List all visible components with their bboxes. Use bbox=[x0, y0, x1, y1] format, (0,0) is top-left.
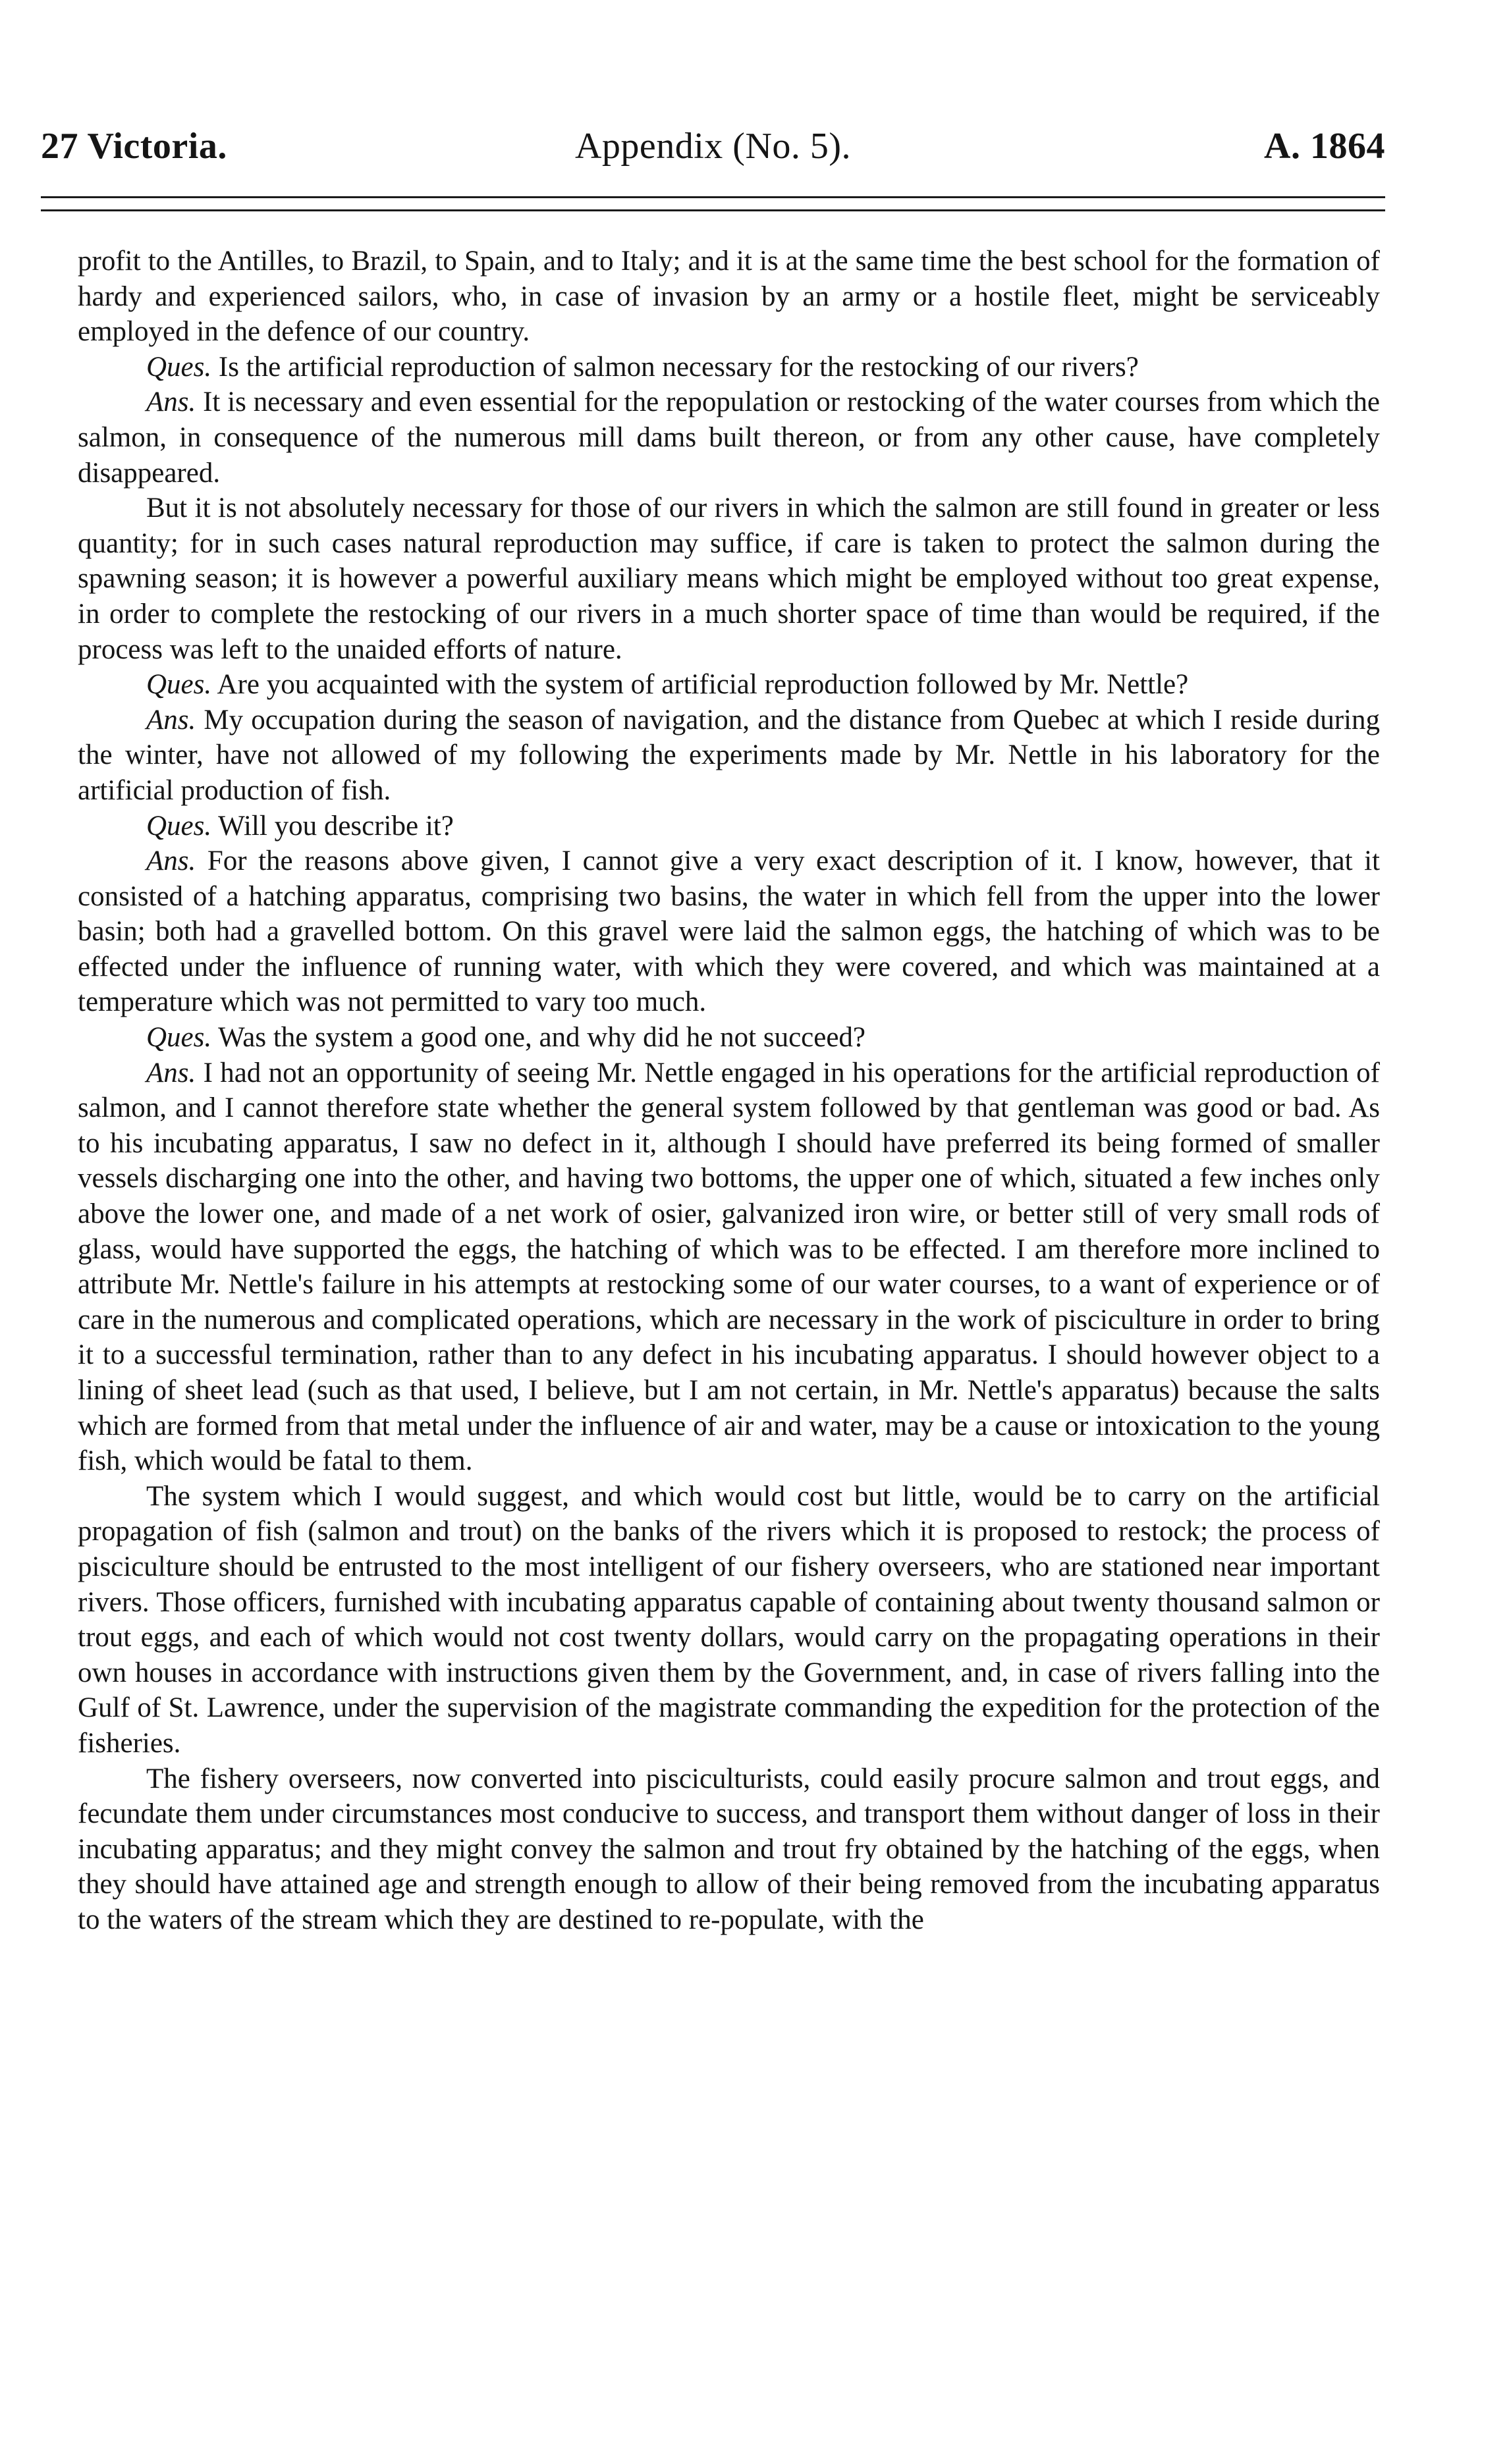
paragraph-text: profit to the Antilles, to Brazil, to Spain, and to Italy; and it is at the same time the best school for the formation of hardy and experienced sailors, who, in case of invasion by an army or a hostile fleet, might be serviceably employed in the defence of our country. bbox=[78, 246, 1380, 348]
answer bbox=[78, 703, 1380, 809]
question-label: Ques. bbox=[146, 1022, 212, 1054]
answer-label: Ans. bbox=[146, 387, 196, 418]
question-text: Was the system a good one, and why did he not succeed? bbox=[218, 1022, 865, 1054]
question bbox=[78, 1020, 1380, 1056]
answer-text: For the reasons above given, I cannot give a very exact description of it. I know, however, that it consisted of a hatching apparatus, comprising two basins, the water in which fell from the upper into the lower basin; both had a gravelled bottom. On this gravel were laid the salmon eggs, the hatching of which was to be effected under the influence of running water, with which they were covered, and which was maintained at a temperature which was not permitted to vary too much. bbox=[78, 845, 1380, 1018]
question-text: Are you acquainted with the system of artificial reproduction followed by Mr. Nettle? bbox=[217, 669, 1189, 701]
answer-text: My occupation during the season of navigation, and the distance from Quebec at which I reside during the winter, have not allowed of my following the experiments made by Mr. Nettle in his laboratory for the artificial production of fish. bbox=[78, 704, 1381, 806]
question-text: Will you describe it? bbox=[218, 810, 454, 842]
header-rule-bottom bbox=[41, 209, 1385, 211]
page-header bbox=[41, 125, 1385, 178]
header-appendix: Appendix (No. 5). bbox=[574, 126, 852, 167]
question-label: Ques. bbox=[146, 351, 212, 383]
answer bbox=[78, 1056, 1380, 1479]
paragraph bbox=[78, 1761, 1380, 1938]
answer-text: I had not an opportunity of seeing Mr. Nettle engaged in his operations for the artificial reproduction of salmon, and I cannot therefore state whether the general system followed by that gentleman was good or bad. As to his incubating apparatus, I saw no defect in it, although I should have preferred its being formed of smaller vessels discharging one into the other, and having two bottoms, the upper one of which, situated a few inches only above the lower one, and made of a net work of osier, galvanized iron wire, or better still of very small rods of glass, would have supported the eggs, the hatching of which was to be effected. I am therefore more inclined to attribute Mr. Nettle's failure in his attempts at restocking some of our water courses, to a want of experience or of care in the numerous and complicated operations, which are necessary in the work of pisciculture in order to bring it to a successful termination, rather than to any defect in his incubating apparatus. I should however object to a lining of sheet lead (such as that used, I believe, but I am not certain, in Mr. Nettle's apparatus) because the salts which are formed from that metal under the influence of air and water, may be a cause or intoxication to the young fish, which would be fatal to them. bbox=[78, 1057, 1381, 1477]
paragraph-text: The fishery overseers, now converted into pisciculturists, could easily procure salmon and trout eggs, and fecundate them under circumstances most conducive to success, and transport them without danger of loss in their incubating apparatus; and they might convey the salmon and trout fry obtained by the hatching of the eggs, when they should have attained age and strength enough to allow of their being removed from the incubating apparatus to the waters of the stream which they are destined to re-populate, with the bbox=[78, 1763, 1380, 1935]
question-label: Ques. bbox=[146, 810, 212, 842]
header-rule-top bbox=[41, 196, 1385, 198]
question bbox=[78, 350, 1380, 385]
paragraph bbox=[78, 244, 1380, 350]
question bbox=[78, 809, 1380, 844]
answer-label: Ans. bbox=[146, 1057, 196, 1088]
answer-text: It is necessary and even essential for the repopulation or restocking of the water courses from which the salmon, in consequence of the numerous mill dams built thereon, or from any other cause, have completely disappeared. bbox=[78, 387, 1380, 489]
body-text bbox=[78, 244, 1380, 1938]
paragraph-text: The system which I would suggest, and which would cost but little, would be to carry on the artificial propagation of fish (salmon and trout) on the banks of the rivers which it is proposed to restock; the process of pisciculture should be entrusted to the most intelligent of our fishery overseers, who are stationed near important rivers. Those officers, furnished with incubating apparatus capable of containing about twenty thousand salmon or trout eggs, and each of which would not cost twenty dollars, would carry on the propagating operations in their own houses in accordance with instructions given them by the Government, and, in case of rivers falling into the Gulf of St. Lawrence, under the supervision of the magistrate commanding the expedition for the protection of the fisheries. bbox=[78, 1480, 1380, 1759]
paragraph-text: But it is not absolutely necessary for those of our rivers in which the salmon are still found in greater or less quantity; for in such cases natural reproduction may suffice, if care is taken to protect the salmon during the spawning season; it is however a powerful auxiliary means which might be employed without too great expense, in order to complete the restocking of our rivers in a much shorter space of time than would be required, if the process was left to the unaided efforts of nature. bbox=[78, 493, 1380, 665]
answer-label: Ans. bbox=[146, 704, 196, 736]
question-text: Is the artificial reproduction of salmon necessary for the restocking of our rivers? bbox=[218, 351, 1139, 383]
header-session: 27 Victoria. bbox=[41, 126, 227, 167]
paragraph bbox=[78, 491, 1380, 667]
question-label: Ques. bbox=[146, 669, 212, 701]
paragraph bbox=[78, 1479, 1380, 1761]
question bbox=[78, 667, 1380, 703]
answer-label: Ans. bbox=[146, 845, 196, 877]
header-year: A. 1864 bbox=[1264, 126, 1385, 167]
answer bbox=[78, 844, 1380, 1020]
answer bbox=[78, 385, 1380, 491]
